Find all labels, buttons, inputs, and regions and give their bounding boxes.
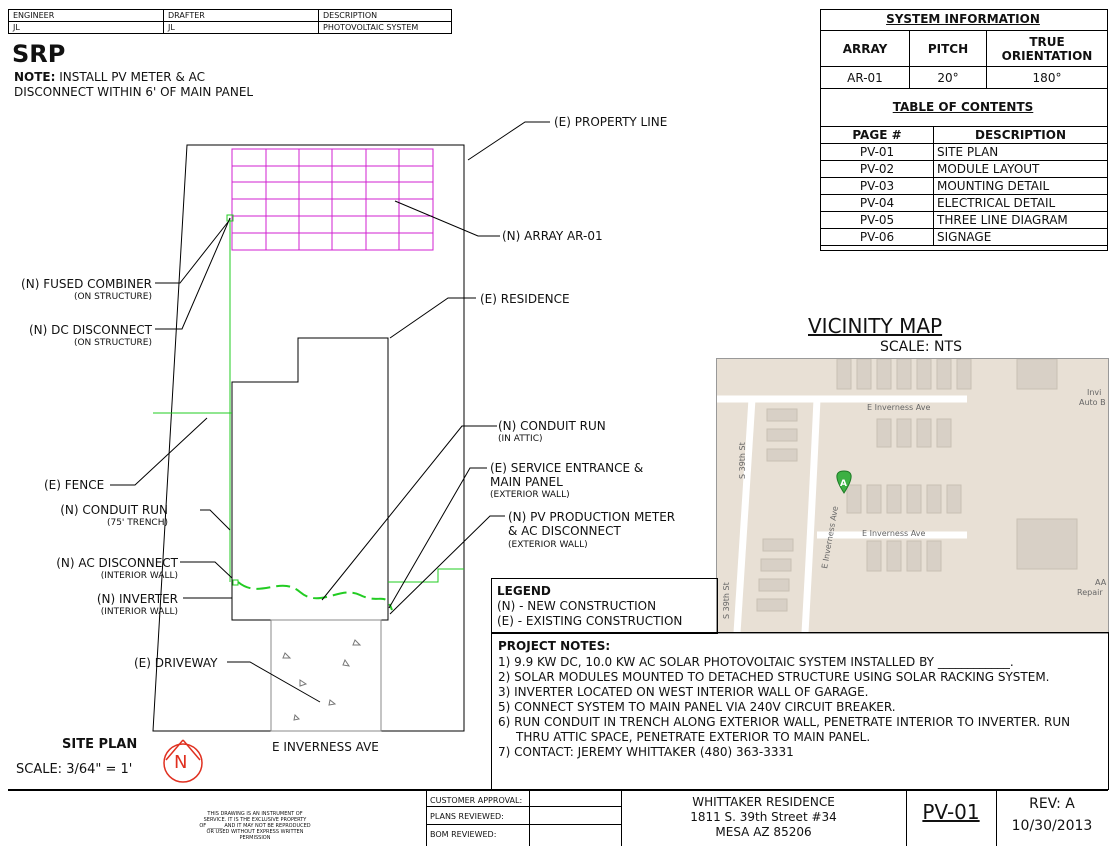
utility-name: SRP	[12, 40, 66, 68]
header-col-title: ENGINEER	[9, 10, 164, 22]
label-service-entrance-sub: (EXTERIOR WALL)	[490, 490, 570, 500]
header-col-value: JL	[164, 22, 319, 34]
project-note: 5) CONNECT SYSTEM TO MAIN PANEL VIA 240V CIRCUIT BREAKER.	[498, 700, 896, 714]
review-plans[interactable]: PLANS REVIEWED:	[430, 812, 504, 821]
sys-header: ARRAY	[821, 31, 910, 67]
label-array: (N) ARRAY AR-01	[502, 229, 603, 243]
toc-desc: ELECTRICAL DETAIL	[934, 195, 1108, 212]
review-customer[interactable]: CUSTOMER APPROVAL:	[430, 796, 523, 805]
map-street-label: E Inverness Ave	[867, 403, 931, 412]
label-pv-meter-sub: (EXTERIOR WALL)	[508, 540, 588, 550]
label-dc-disconnect-sub: (ON STRUCTURE)	[73, 338, 152, 348]
toc-page: PV-02	[821, 161, 934, 178]
note-text-1: INSTALL PV METER & AC	[59, 70, 205, 84]
note-line-2: DISCONNECT WITHIN 6' OF MAIN PANEL	[14, 85, 254, 99]
vicinity-map[interactable]	[716, 358, 1109, 634]
sys-cell: 20°	[910, 67, 987, 89]
label-ac-disconnect: (N) AC DISCONNECT	[56, 556, 178, 570]
toc-header: PAGE #	[821, 127, 934, 144]
map-street-label: E Inverness Ave	[862, 529, 926, 538]
disclaimer-line: THIS DRAWING IS AN INSTRUMENT OF	[207, 811, 303, 817]
project-note: 1) 9.9 KW DC, 10.0 KW AC SOLAR PHOTOVOLTAIC SYSTEM INSTALLED BY ____________.	[498, 655, 1014, 669]
residence-outline	[232, 338, 388, 620]
title-block-rule	[8, 789, 1108, 791]
label-conduit-attic-sub: (IN ATTIC)	[498, 434, 543, 444]
disclaimer	[150, 811, 360, 841]
header-col-value: PHOTOVOLTAIC SYSTEM	[319, 22, 452, 34]
legend-item: (E) - EXISTING CONSTRUCTION	[497, 614, 683, 628]
site-plan-scale: SCALE: 3/64" = 1'	[16, 762, 133, 777]
address-line-1: 1811 S. 39th Street #34	[690, 810, 837, 824]
label-conduit-attic: (N) CONDUIT RUN	[498, 419, 606, 433]
driveway	[271, 620, 381, 731]
map-graphic	[717, 359, 1108, 633]
project-note: 3) INVERTER LOCATED ON WEST INTERIOR WALL OF GARAGE.	[498, 685, 869, 699]
sys-cell: AR-01	[821, 67, 910, 89]
disclaimer-line: PERMISSION	[239, 835, 271, 841]
label-ac-disconnect-meter: & AC DISCONNECT	[508, 524, 621, 538]
driveway-hatch	[283, 640, 360, 720]
label-driveway: (E) DRIVEWAY	[134, 656, 218, 670]
toc-page: PV-06	[821, 229, 934, 246]
tb-divider	[426, 790, 427, 846]
toc-table	[820, 126, 1108, 246]
conduit-lines	[153, 215, 464, 610]
project-note: 7) CONTACT: JEREMY WHITTAKER (480) 363-3331	[498, 745, 794, 759]
tb-divider	[529, 790, 530, 846]
disclaimer-line: SERVICE. IT IS THE EXCLUSIVE PROPERTY	[203, 817, 307, 823]
north-label: N	[174, 752, 188, 773]
header-col-title: DRAFTER	[164, 10, 319, 22]
sys-cell: 180°	[987, 67, 1108, 89]
toc-desc: MODULE LAYOUT	[934, 161, 1108, 178]
vicinity-title: VICINITY MAP	[808, 314, 943, 338]
note-label: NOTE:	[14, 70, 56, 84]
tb-row-line	[426, 824, 621, 825]
label-inverter-sub: (INTERIOR WALL)	[100, 607, 178, 617]
project-note: 2) SOLAR MODULES MOUNTED TO DETACHED STRUCTURE USING SOLAR RACKING SYSTEM.	[498, 670, 1050, 684]
legend-item: (N) - NEW CONSTRUCTION	[497, 599, 657, 613]
project-address	[621, 795, 906, 840]
label-property-line: (E) PROPERTY LINE	[554, 115, 668, 129]
toc-page: PV-04	[821, 195, 934, 212]
toc-page: PV-01	[821, 144, 934, 161]
project-name: WHITTAKER RESIDENCE	[692, 795, 835, 809]
toc-desc: THREE LINE DIAGRAM	[934, 212, 1108, 229]
revision: REV: A	[1029, 796, 1075, 812]
map-poi-label: AA	[1095, 578, 1107, 587]
sys-header: PITCH	[910, 31, 987, 67]
label-pv-meter: (N) PV PRODUCTION METER	[508, 510, 676, 524]
map-poi-label: Repair	[1077, 588, 1103, 597]
toc-desc: MOUNTING DETAIL	[934, 178, 1108, 195]
vicinity-scale: SCALE: NTS	[880, 339, 962, 355]
map-poi-label: Invi	[1087, 388, 1102, 397]
project-note: 6) RUN CONDUIT IN TRENCH ALONG EXTERIOR WALL, PENETRATE INTERIOR TO INVERTER. RUN	[498, 715, 1071, 729]
label-street: E INVERNESS AVE	[272, 740, 379, 754]
label-conduit-trench-sub: (75' TRENCH)	[106, 518, 168, 528]
toc-header: DESCRIPTION	[934, 127, 1108, 144]
address-line-2: MESA AZ 85206	[715, 825, 812, 839]
map-street-label: S 39th St	[738, 442, 747, 479]
disclaimer-line: OF ______ AND IT MAY NOT BE REPRODUCED	[199, 823, 311, 829]
site-plan-title: SITE PLAN	[62, 737, 138, 752]
tb-row-line	[426, 806, 621, 807]
north-arrow-icon	[160, 738, 206, 784]
label-fused-combiner-sub: (ON STRUCTURE)	[73, 292, 152, 302]
label-conduit-trench: (N) CONDUIT RUN	[60, 503, 168, 517]
legend-title: LEGEND	[497, 584, 551, 598]
label-ac-disconnect-sub: (INTERIOR WALL)	[100, 571, 178, 581]
map-poi-label: Auto B	[1079, 398, 1106, 407]
label-fence: (E) FENCE	[44, 478, 105, 492]
project-notes-title: PROJECT NOTES:	[498, 639, 611, 653]
toc-page: PV-03	[821, 178, 934, 195]
disclaimer-line: OR USED WITHOUT EXPRESS WRITTEN	[206, 829, 304, 835]
revision-date: 10/30/2013	[1011, 818, 1093, 834]
label-main-panel: MAIN PANEL	[490, 475, 563, 489]
project-note: THRU ATTIC SPACE, PENETRATE EXTERIOR TO MAIN PANEL.	[516, 730, 871, 744]
map-street-label: S 39th St	[722, 582, 731, 619]
system-info-title: SYSTEM INFORMATION	[886, 12, 1040, 26]
sheet-number: PV-01	[922, 800, 980, 824]
label-residence: (E) RESIDENCE	[480, 292, 570, 306]
label-service-entrance: (E) SERVICE ENTRANCE &	[490, 461, 644, 475]
map-marker-label: A	[840, 479, 847, 489]
label-inverter: (N) INVERTER	[96, 592, 178, 606]
review-bom[interactable]: BOM REVIEWED:	[430, 830, 497, 839]
toc-title: TABLE OF CONTENTS	[892, 100, 1034, 114]
system-info-table	[820, 30, 1108, 89]
solar-array	[232, 149, 433, 250]
sys-header: TRUE ORIENTATION	[987, 31, 1108, 67]
header-col-title: DESCRIPTION	[319, 10, 452, 22]
toc-desc: SIGNAGE	[934, 229, 1108, 246]
label-fused-combiner: (N) FUSED COMBINER	[21, 277, 152, 291]
header-col-value: JL	[9, 22, 164, 34]
map-street-label: E Inverness Ave	[820, 505, 840, 570]
label-dc-disconnect: (N) DC DISCONNECT	[28, 323, 152, 337]
toc-desc: SITE PLAN	[934, 144, 1108, 161]
toc-page: PV-05	[821, 212, 934, 229]
